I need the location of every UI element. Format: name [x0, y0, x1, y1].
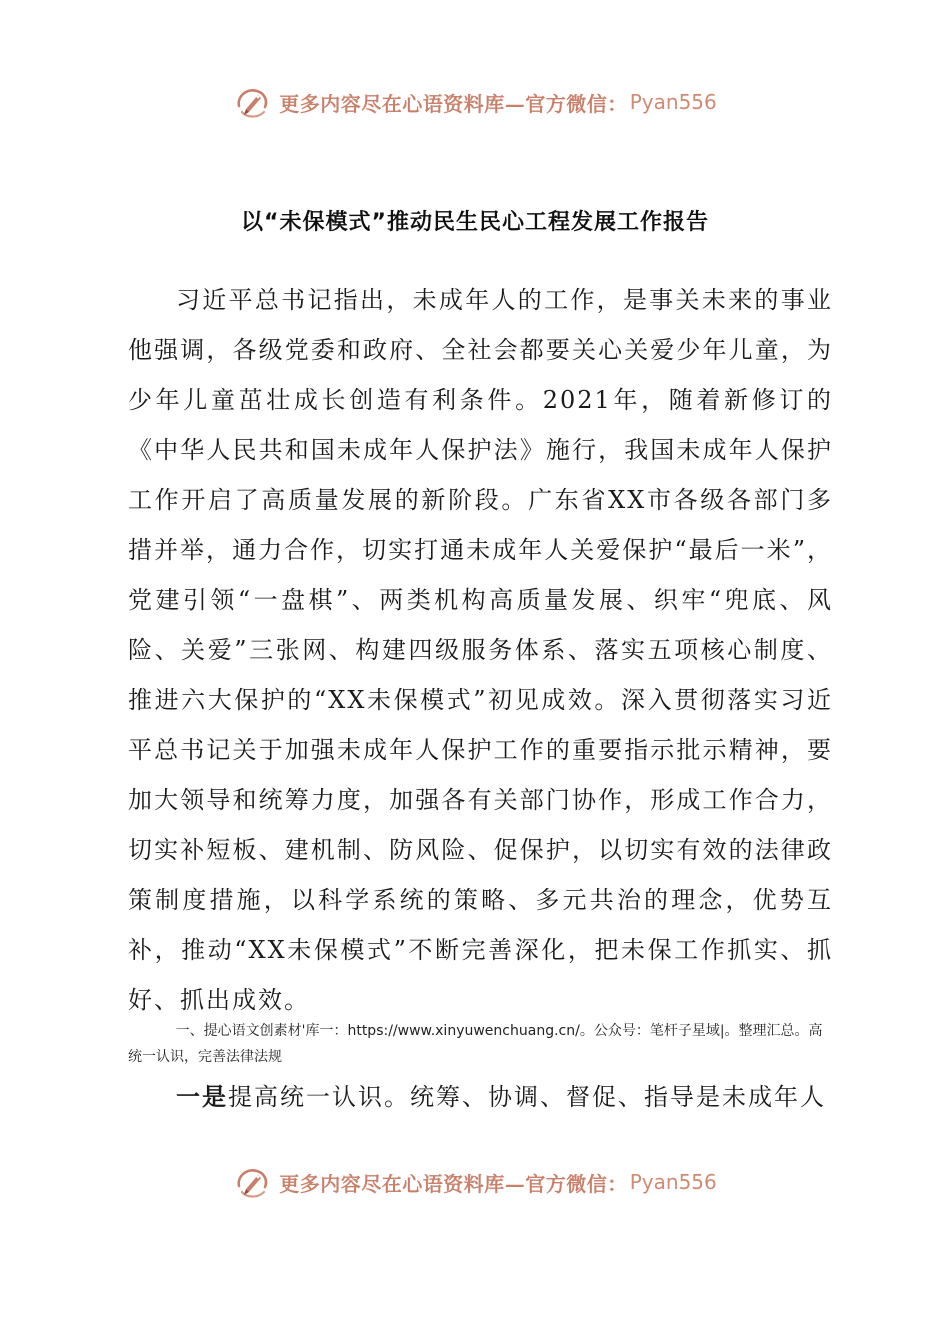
wechat-id: Pyan556 — [629, 1170, 717, 1194]
note-url: https://www.xinyuwenchuang.cn/ — [347, 1023, 580, 1039]
source-note — [128, 1018, 833, 1070]
note-suffix: 。公众号：笔杆子星域|。整理汇总。高统一认识，完善法律法规 — [128, 1023, 823, 1065]
pen-nib-swirl-icon — [233, 1162, 273, 1202]
paragraph-1: 习近平总书记指出，未成年人的工作，是事关未来的事业他强调，各级党委和政府、全社会都要关心关爱少年儿童，为少年儿童茁壮成长创造有利条件。2021年，随着新修订的《中华人民共和国未成年人保护法》施行，我国未成年人保护工作开启了高质量发展的新阶段。广东省XX市各级各部门多措并举，通力合作，切实打通未成年人关爱保护“最后一米”，党建引领“一盘棋”、两类机构高质量发展、织牢“兜底、风险、关爱”三张网、构建四级服务体系、落实五项核心制度、推进六大保护的“XX未保模式”初见成效。深入贯彻落实习近平总书记关于加强未成年人保护工作的重要指示批示精神，要加大领导和统筹力度，加强各有关部门协作，形成工作合力，切实补短板、建机制、防风险、促保护，以切实有效的法律政策制度措施，以科学系统的策略、多元共治的理念，优势互补，推动“XX未保模式”不断完善深化，把未保工作抓实、抓好、抓出成效。 — [128, 286, 833, 1014]
note-prefix: 一、提心语文创素材'库一： — [175, 1023, 348, 1039]
paragraph-2 — [128, 1072, 833, 1122]
paragraph-2-text: 提高统一认识。统筹、协调、督促、指导是未成年人 — [228, 1083, 826, 1111]
wechat-id: Pyan556 — [629, 90, 717, 114]
paragraph-2-lead: 一是 — [176, 1083, 228, 1111]
pen-nib-swirl-icon — [233, 82, 273, 122]
watermark-banner-top — [0, 82, 950, 122]
watermark-banner-bottom — [0, 1162, 950, 1202]
banner-text: 更多内容尽在心语资料库—官方微信： — [279, 91, 628, 116]
document-title: 以“未保模式”推动民生民心工程发展工作报告 — [241, 210, 709, 235]
document-body — [128, 275, 833, 1025]
banner-text: 更多内容尽在心语资料库—官方微信： — [279, 1171, 628, 1196]
